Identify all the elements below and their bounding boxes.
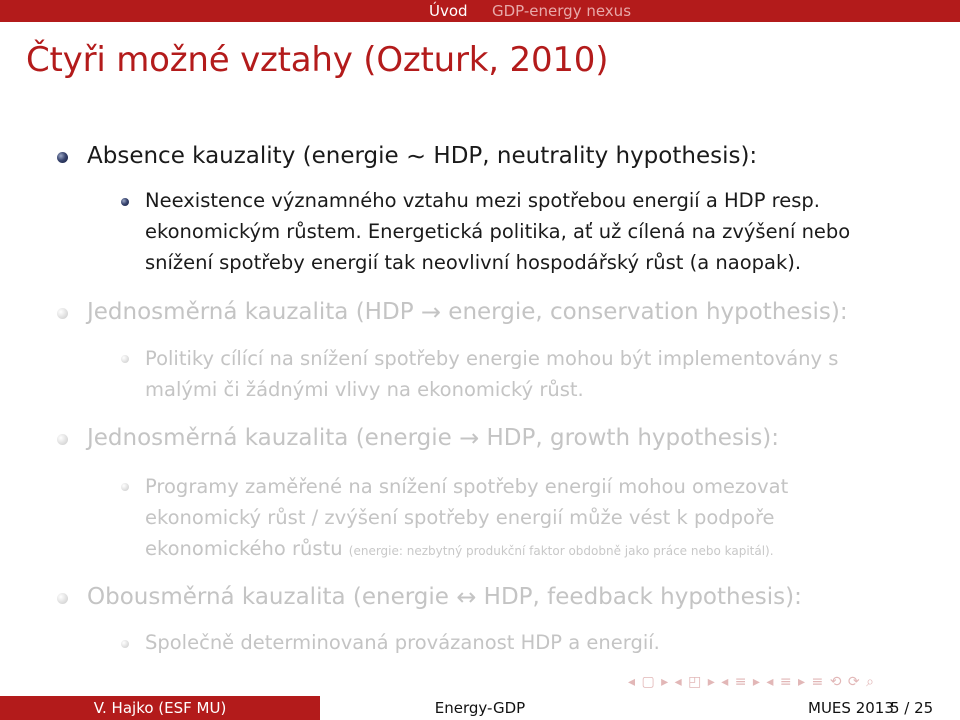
- section-text-conservation: Politiky cílící na snížení spotřeby energie mohou být implementovány s malými či žádnými vlivy na ekonomický růst.: [145, 347, 839, 401]
- sub-bullet-icon: [121, 640, 129, 648]
- section-text-neutrality: Neexistence významného vztahu mezi spotřebou energií a HDP resp. ekonomickým růstem. Energetická politika, ať už cílená na zvýšení nebo snížení spotřeby energií tak neovlivní hospodářský růst (a naopak).: [145, 189, 851, 274]
- tilde-relation-icon: ∼: [405, 142, 427, 170]
- sub-bullet-icon: [121, 198, 129, 206]
- footer: [0, 696, 960, 720]
- footer-title: Energy-GDP: [320, 696, 640, 720]
- sub-bullet-icon: [121, 483, 129, 491]
- section-heading-growth: Jednosměrná kauzalita (energie → HDP, growth hypothesis):: [87, 424, 780, 452]
- slide-title: Čtyři možné vztahy (Ozturk, 2010): [26, 40, 609, 80]
- section-text-feedback: Společně determinovaná provázanost HDP a energií.: [145, 631, 660, 654]
- arrow-right-icon: →: [420, 298, 441, 326]
- tab-gdp-energy-nexus[interactable]: GDP-energy nexus: [492, 2, 632, 20]
- bullet-icon: [57, 152, 68, 163]
- section-heading-feedback: Obousměrná kauzalita (energie ↔ HDP, feedback hypothesis):: [87, 583, 802, 611]
- tab-uvod[interactable]: Úvod: [429, 2, 468, 20]
- header-bar: [0, 0, 960, 22]
- section-text-growth: Programy zaměřené na snížení spotřeby energií mohou omezovat ekonomický růst / zvýšení spotřeby energií může vést k podpoře ekonomického růstu (energie: nezbytný produkční faktor obdobně jako práce nebo kapitál).: [145, 475, 789, 560]
- arrow-both-icon: ↔: [456, 583, 477, 611]
- sub-bullet-icon: [121, 355, 129, 363]
- bullet-icon: [57, 308, 68, 319]
- footer-info: [640, 696, 960, 720]
- footer-date: MUES 2013: [808, 699, 894, 717]
- bullet-icon: [57, 593, 68, 604]
- bullet-icon: [57, 434, 68, 445]
- navigation-icons[interactable]: ◂ ▢ ▸ ◂ ◰ ▸ ◂ ≡ ▸ ◂ ≡ ▸ ≡ ⟲ ⟳ ⌕: [628, 674, 875, 690]
- footnote-note: (energie: nezbytný produkční faktor obdobně jako práce nebo kapitál).: [348, 544, 774, 558]
- footer-author: V. Hajko (ESF MU): [0, 696, 320, 720]
- section-heading-conservation: Jednosměrná kauzalita (HDP → energie, conservation hypothesis):: [87, 298, 848, 326]
- section-heading-neutrality: Absence kauzality (energie ∼ HDP, neutrality hypothesis):: [87, 142, 758, 170]
- arrow-right-icon: →: [459, 424, 480, 452]
- page-counter: 5 / 25: [890, 699, 934, 717]
